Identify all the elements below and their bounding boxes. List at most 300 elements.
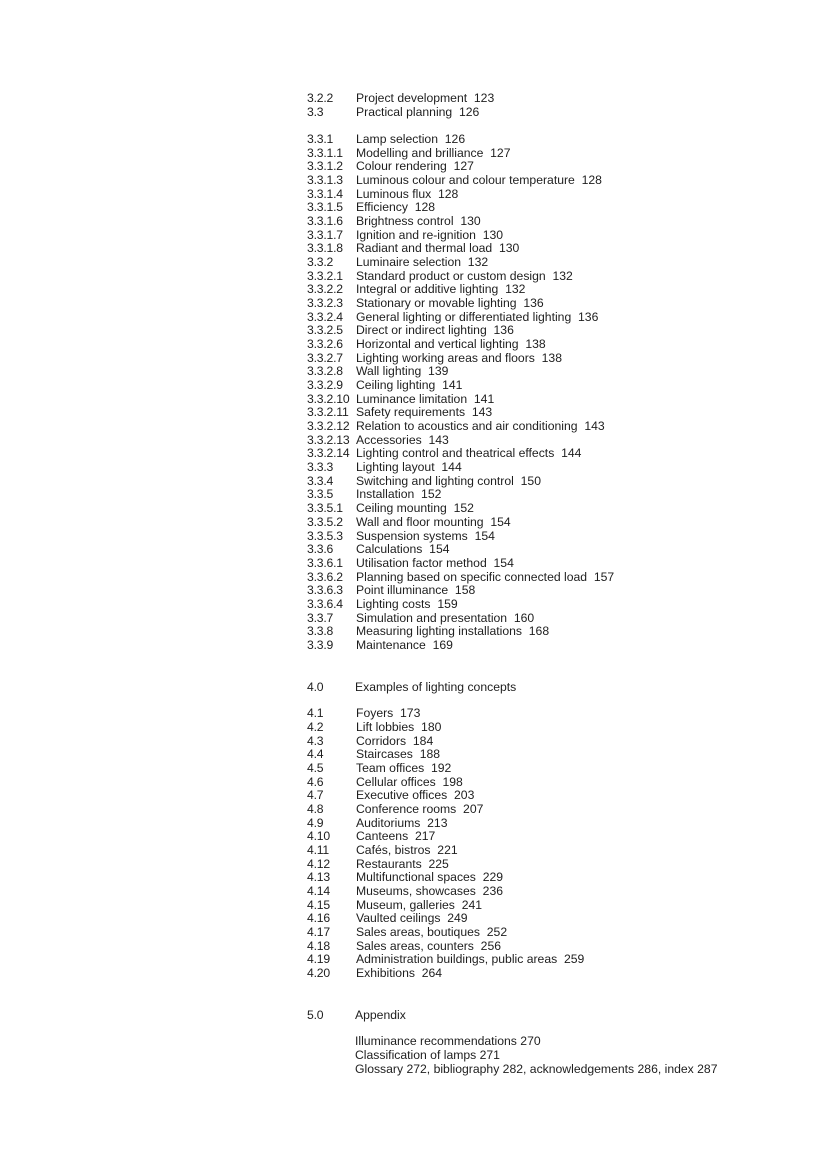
toc-entry[interactable] <box>307 338 787 352</box>
entry-page-number: 123 <box>473 91 495 105</box>
entry-number: 3.3.6.1 <box>307 555 343 570</box>
entry-number: 4.14 <box>307 883 330 898</box>
entry-page-number: 130 <box>482 227 504 242</box>
entry-number: 4.16 <box>307 911 330 926</box>
entry-page-number: 236 <box>482 883 504 898</box>
entry-page-number: 213 <box>427 815 448 830</box>
toc-entry[interactable] <box>307 830 787 844</box>
entry-number: 3.3.6 <box>307 542 334 557</box>
entry-title <box>356 530 787 544</box>
toc-entry[interactable] <box>307 447 787 461</box>
entry-number: 4.18 <box>307 938 330 953</box>
entry-title <box>356 461 787 475</box>
toc-entry[interactable] <box>307 133 787 147</box>
entry-number: 4.10 <box>307 829 330 844</box>
entry-title <box>356 174 787 188</box>
entry-title <box>356 338 787 352</box>
toc-entry[interactable] <box>307 817 787 831</box>
entry-title-text: Museums, showcases <box>356 883 476 898</box>
entry-number: 3.3.2.6 <box>307 337 343 352</box>
entry-page-number: 136 <box>493 323 514 338</box>
entry-page-number: 130 <box>460 214 481 229</box>
entry-title <box>356 598 787 612</box>
entry-page-number: 130 <box>498 241 520 256</box>
entry-title <box>356 133 787 147</box>
entry-page-number: 143 <box>428 432 449 447</box>
toc-entry[interactable] <box>307 242 787 256</box>
entry-page-number: 188 <box>419 747 441 762</box>
toc-entry[interactable] <box>307 297 787 311</box>
entry-title-text: Horizontal and vertical lighting <box>356 337 519 352</box>
toc-entry[interactable] <box>307 270 787 284</box>
entry-number: 4.9 <box>307 815 324 830</box>
entry-page-number: 132 <box>552 268 573 283</box>
entry-number: 4.15 <box>307 897 330 912</box>
toc-entry[interactable] <box>307 748 787 762</box>
toc-entry[interactable] <box>307 461 787 475</box>
spacer <box>307 981 787 1008</box>
entry-title-text: Lighting costs <box>356 596 431 611</box>
entry-title <box>356 953 787 967</box>
toc-entry[interactable] <box>307 543 787 557</box>
entry-number: 4.13 <box>307 870 330 885</box>
entry-page-number: 259 <box>563 952 585 967</box>
entry-page-number: 143 <box>584 419 605 434</box>
toc-entry[interactable] <box>307 612 787 626</box>
entry-number: 3.3.1.3 <box>307 173 343 188</box>
toc-entry[interactable] <box>307 899 787 913</box>
entry-title-text: Practical planning <box>356 104 453 119</box>
toc-entry[interactable] <box>307 475 787 489</box>
entry-number: 3.3.2.12 <box>307 419 350 434</box>
toc-entry[interactable] <box>307 215 787 229</box>
entry-title <box>356 748 787 762</box>
toc-entry[interactable] <box>307 625 787 639</box>
toc-entry[interactable] <box>307 584 787 598</box>
toc-entry[interactable] <box>307 885 787 899</box>
entry-number: 3.3.2.14 <box>307 446 350 461</box>
toc-entry[interactable] <box>307 283 787 297</box>
entry-page-number: 141 <box>473 391 495 406</box>
entry-number: 3.3.1 <box>307 132 334 147</box>
entry-number: 4.12 <box>307 856 330 871</box>
entry-number: 3.2.2 <box>307 91 334 105</box>
entry-title-text: Multifunctional spaces <box>356 870 476 885</box>
entry-title-text: Lighting control and theatrical effects <box>356 446 555 461</box>
toc-entry[interactable] <box>307 106 787 120</box>
toc-entry[interactable] <box>307 940 787 954</box>
entry-title <box>356 803 787 817</box>
entry-title-text: Accessories <box>356 432 422 447</box>
toc-entry[interactable] <box>307 379 787 393</box>
entry-number: 3.3.1.7 <box>307 227 343 242</box>
entry-page-number: 198 <box>442 774 463 789</box>
entry-title <box>356 776 787 790</box>
entry-title <box>356 92 787 106</box>
entry-page-number: 152 <box>421 487 442 502</box>
entry-title-text: Simulation and presentation <box>356 610 508 625</box>
toc-entry[interactable] <box>307 488 787 502</box>
toc-entry[interactable] <box>307 324 787 338</box>
entry-title-text: Switching and lighting control <box>356 473 514 488</box>
entry-title <box>356 639 787 653</box>
entry-title <box>356 557 787 571</box>
toc-entry[interactable] <box>307 639 787 653</box>
entry-title-text: Cellular offices <box>356 774 436 789</box>
entry-title-text: Lift lobbies <box>356 719 415 734</box>
entry-title-text: Executive offices <box>356 788 448 803</box>
entry-number: 3.3.2.2 <box>307 282 343 297</box>
table-of-contents <box>307 92 787 1076</box>
entry-page-number: 154 <box>490 514 511 529</box>
entry-title <box>356 379 787 393</box>
entry-title-text: Team offices <box>356 760 425 775</box>
entry-title <box>356 516 787 530</box>
entry-number: 3.3.9 <box>307 637 334 652</box>
entry-page-number: 203 <box>454 788 475 803</box>
entry-page-number: 264 <box>421 965 443 980</box>
toc-entry[interactable] <box>307 707 787 721</box>
entry-page-number: 169 <box>432 637 453 652</box>
entry-title-text: Colour rendering <box>356 159 447 174</box>
entry-page-number: 136 <box>578 309 599 324</box>
entry-title <box>356 584 787 598</box>
chapter-4-heading <box>307 680 787 694</box>
spacer <box>307 1022 787 1036</box>
entry-page-number: 229 <box>482 870 504 885</box>
entry-title <box>356 147 787 161</box>
entry-number: 3.3.3 <box>307 460 334 475</box>
toc-entry[interactable] <box>307 516 787 530</box>
entry-title <box>356 543 787 557</box>
entry-title <box>356 434 787 448</box>
entry-title <box>356 721 787 735</box>
entry-page-number: 152 <box>453 501 474 516</box>
entry-title <box>356 871 787 885</box>
entry-title <box>356 830 787 844</box>
entry-page-number: 132 <box>467 255 489 270</box>
entry-number: 3.3.6.4 <box>307 596 343 611</box>
toc-entry[interactable] <box>307 858 787 872</box>
entry-number: 3.3.2.3 <box>307 296 343 311</box>
entry-page-number: 159 <box>437 596 458 611</box>
entry-title-text: Luminaire selection <box>356 255 462 270</box>
appendix-item[interactable]: Illuminance recommendations 270 <box>355 1034 541 1049</box>
entry-page-number: 141 <box>442 378 463 393</box>
entry-title-text: Staircases <box>356 747 413 762</box>
entry-title <box>356 447 787 461</box>
entry-title-text: Efficiency <box>356 200 408 215</box>
entry-title <box>356 858 787 872</box>
toc-entry[interactable] <box>307 557 787 571</box>
entry-title-text: Integral or additive lighting <box>356 282 499 297</box>
chapter-title: Examples of lighting concepts <box>355 679 517 694</box>
entry-title-text: Measuring lighting installations <box>356 624 522 639</box>
chapter-number: 4.0 <box>307 679 324 694</box>
entry-title <box>356 625 787 639</box>
entry-page-number: 127 <box>453 159 474 174</box>
entry-title-text: Wall lighting <box>356 364 422 379</box>
toc-block-3-3 <box>307 133 787 653</box>
entry-title <box>356 940 787 954</box>
toc-entry[interactable] <box>307 311 787 325</box>
entry-number: 3.3.1.6 <box>307 214 343 229</box>
entry-title-text: Auditoriums <box>356 815 421 830</box>
entry-number: 3.3.1.4 <box>307 186 343 201</box>
entry-title-text: Sales areas, counters <box>356 938 474 953</box>
entry-title-text: Safety requirements <box>356 405 466 420</box>
entry-number: 3.3.5 <box>307 487 334 502</box>
entry-number: 3.3.2.1 <box>307 268 343 283</box>
entry-number: 4.2 <box>307 719 324 734</box>
entry-title <box>356 393 787 407</box>
entry-title-text: Ignition and re-ignition <box>356 227 476 242</box>
toc-entry[interactable] <box>307 502 787 516</box>
entry-title <box>356 735 787 749</box>
entry-page-number: 136 <box>523 296 544 311</box>
entry-number: 3.3.2.8 <box>307 364 343 379</box>
entry-number: 3.3.7 <box>307 610 334 625</box>
appendix-list <box>307 1035 787 1076</box>
toc-entry[interactable] <box>307 776 787 790</box>
entry-title-text: Ceiling lighting <box>356 378 436 393</box>
toc-entry[interactable] <box>307 844 787 858</box>
entry-title <box>356 571 787 585</box>
entry-title <box>356 762 787 776</box>
entry-number: 3.3.6.3 <box>307 583 343 598</box>
entry-title <box>356 844 787 858</box>
entry-number: 4.20 <box>307 965 330 980</box>
entry-page-number: 207 <box>463 801 484 816</box>
entry-title <box>356 188 787 202</box>
entry-title <box>356 885 787 899</box>
toc-entry[interactable] <box>307 393 787 407</box>
entry-number: 3.3.8 <box>307 624 334 639</box>
entry-page-number: 128 <box>437 186 459 201</box>
entry-title <box>356 297 787 311</box>
entry-page-number: 126 <box>444 132 466 147</box>
entry-page-number: 154 <box>493 555 514 570</box>
toc-entry[interactable] <box>307 201 787 215</box>
entry-page-number: 144 <box>441 460 462 475</box>
toc-entry[interactable] <box>307 871 787 885</box>
toc-entry[interactable] <box>307 762 787 776</box>
entry-title <box>356 789 787 803</box>
entry-title <box>356 502 787 516</box>
entry-title-text: Administration buildings, public areas <box>356 952 558 967</box>
entry-number: 3.3.6.2 <box>307 569 343 584</box>
entry-number: 3.3.2.7 <box>307 350 343 365</box>
entry-number: 3.3.2.4 <box>307 309 343 324</box>
entry-title-text: Radiant and thermal load <box>356 241 493 256</box>
toc-entry[interactable] <box>307 803 787 817</box>
entry-title-text: Direct or indirect lighting <box>356 323 487 338</box>
entry-title <box>356 324 787 338</box>
entry-title <box>356 420 787 434</box>
entry-page-number: 128 <box>414 200 436 215</box>
toc-entry[interactable] <box>307 953 787 967</box>
toc-entry[interactable] <box>307 789 787 803</box>
entry-number: 4.6 <box>307 774 324 789</box>
entry-title <box>356 270 787 284</box>
toc-entry[interactable] <box>307 174 787 188</box>
entry-number: 4.5 <box>307 760 324 775</box>
entry-title-text: Cafés, bistros <box>356 842 431 857</box>
entry-page-number: 158 <box>454 583 476 598</box>
entry-number: 4.3 <box>307 733 324 748</box>
appendix-item[interactable]: Classification of lamps 271 <box>355 1048 500 1062</box>
entry-title <box>356 475 787 489</box>
toc-entry[interactable] <box>307 434 787 448</box>
entry-page-number: 184 <box>412 733 434 748</box>
entry-page-number: 160 <box>513 610 535 625</box>
entry-title-text: Luminous flux <box>356 186 432 201</box>
toc-entry[interactable] <box>307 912 787 926</box>
entry-title-text: Calculations <box>356 542 423 557</box>
entry-page-number: 225 <box>428 856 449 871</box>
entry-number: 4.8 <box>307 801 324 816</box>
entry-title-text: Lamp selection <box>356 132 438 147</box>
entry-title-text: Planning based on specific connected load <box>356 569 588 584</box>
entry-number: 3.3.1.5 <box>307 200 343 215</box>
spacer <box>307 694 787 708</box>
entry-number: 3.3 <box>307 104 324 119</box>
entry-page-number: 154 <box>429 542 450 557</box>
toc-block-chapter-4 <box>307 707 787 980</box>
entry-number: 3.3.1.2 <box>307 159 343 174</box>
entry-title-text: General lighting or differentiated lighting <box>356 309 572 324</box>
entry-page-number: 173 <box>400 706 421 721</box>
entry-title-text: Stationary or movable lighting <box>356 296 517 311</box>
entry-number: 3.3.2.10 <box>307 391 350 406</box>
toc-entry[interactable] <box>307 92 787 106</box>
toc-entry[interactable] <box>307 160 787 174</box>
entry-page-number: 180 <box>421 719 442 734</box>
entry-page-number: 127 <box>490 145 511 160</box>
entry-title <box>356 817 787 831</box>
entry-page-number: 138 <box>541 350 562 365</box>
entry-page-number: 168 <box>528 624 550 639</box>
entry-page-number: 256 <box>480 938 502 953</box>
entry-page-number: 252 <box>486 924 508 939</box>
entry-number: 4.7 <box>307 788 324 803</box>
entry-title <box>356 283 787 297</box>
entry-title-text: Vaulted ceilings <box>356 911 441 926</box>
entry-number: 4.4 <box>307 747 324 762</box>
entry-title-text: Conference rooms <box>356 801 457 816</box>
spacer <box>307 119 787 133</box>
entry-number: 3.3.2.11 <box>307 405 349 420</box>
entry-title-text: Project development <box>356 91 468 105</box>
entry-title-text: Foyers <box>356 706 394 721</box>
toc-entry[interactable] <box>307 147 787 161</box>
entry-page-number: 192 <box>430 760 452 775</box>
entry-title <box>356 256 787 270</box>
toc-entry[interactable] <box>307 530 787 544</box>
entry-number: 3.3.5.2 <box>307 514 343 529</box>
entry-title <box>356 612 787 626</box>
toc-entry[interactable] <box>307 735 787 749</box>
appendix-item[interactable]: Glossary 272, bibliography 282, acknowledgements 286, index 287 <box>355 1061 718 1076</box>
entry-title-text: Lighting working areas and floors <box>356 350 535 365</box>
toc-entry[interactable] <box>307 229 787 243</box>
toc-entry[interactable] <box>307 420 787 434</box>
entry-number: 3.3.2.5 <box>307 323 343 338</box>
entry-title-text: Brightness control <box>356 214 454 229</box>
entry-title <box>356 406 787 420</box>
entry-page-number: 157 <box>593 569 615 584</box>
entry-title <box>356 352 787 366</box>
chapter-number: 5.0 <box>307 1007 324 1022</box>
entry-page-number: 221 <box>437 842 458 857</box>
chapter-5-heading <box>307 1008 787 1022</box>
toc-block-3-2 <box>307 92 787 119</box>
entry-title <box>356 488 787 502</box>
entry-page-number: 241 <box>461 897 483 912</box>
entry-number: 3.3.5.3 <box>307 528 343 543</box>
toc-entry[interactable] <box>307 721 787 735</box>
entry-title <box>356 106 787 120</box>
entry-title <box>356 899 787 913</box>
entry-number: 3.3.4 <box>307 473 334 488</box>
entry-title-text: Luminous colour and colour temperature <box>356 173 575 188</box>
entry-number: 4.17 <box>307 924 330 939</box>
toc-entry[interactable] <box>307 598 787 612</box>
entry-title <box>356 707 787 721</box>
entry-title-text: Exhibitions <box>356 965 415 980</box>
entry-title <box>356 967 787 981</box>
entry-title <box>356 201 787 215</box>
entry-title-text: Restaurants <box>356 856 422 871</box>
entry-page-number: 249 <box>447 911 468 926</box>
entry-title <box>356 242 787 256</box>
entry-title-text: Corridors <box>356 733 407 748</box>
spacer <box>307 653 787 680</box>
toc-entry[interactable] <box>307 256 787 270</box>
entry-title-text: Canteens <box>356 829 409 844</box>
entry-title <box>356 311 787 325</box>
entry-page-number: 154 <box>474 528 495 543</box>
entry-title <box>356 926 787 940</box>
entry-title-text: Wall and floor mounting <box>356 514 484 529</box>
entry-page-number: 144 <box>561 446 582 461</box>
toc-entry[interactable] <box>307 406 787 420</box>
chapter-title: Appendix <box>355 1007 406 1022</box>
entry-number: 4.19 <box>307 952 330 967</box>
entry-number: 4.1 <box>307 706 324 721</box>
toc-entry[interactable] <box>307 352 787 366</box>
entry-title-text: Ceiling mounting <box>356 501 447 516</box>
toc-entry[interactable] <box>307 365 787 379</box>
toc-entry[interactable] <box>307 926 787 940</box>
entry-number: 4.11 <box>307 842 330 857</box>
toc-entry[interactable] <box>307 571 787 585</box>
entry-title-text: Relation to acoustics and air conditioning <box>356 419 578 434</box>
entry-title-text: Lighting layout <box>356 460 435 475</box>
entry-title-text: Sales areas, boutiques <box>356 924 480 939</box>
entry-title <box>356 365 787 379</box>
entry-page-number: 150 <box>520 473 541 488</box>
entry-number: 3.3.1.8 <box>307 241 343 256</box>
entry-title-text: Luminance limitation <box>356 391 468 406</box>
entry-title-text: Standard product or custom design <box>356 268 546 283</box>
entry-number: 3.3.2.9 <box>307 378 343 393</box>
entry-page-number: 126 <box>458 104 480 119</box>
entry-number: 3.3.2.13 <box>307 432 350 447</box>
toc-entry[interactable] <box>307 188 787 202</box>
toc-entry[interactable] <box>307 967 787 981</box>
entry-title-text: Installation <box>356 487 415 502</box>
